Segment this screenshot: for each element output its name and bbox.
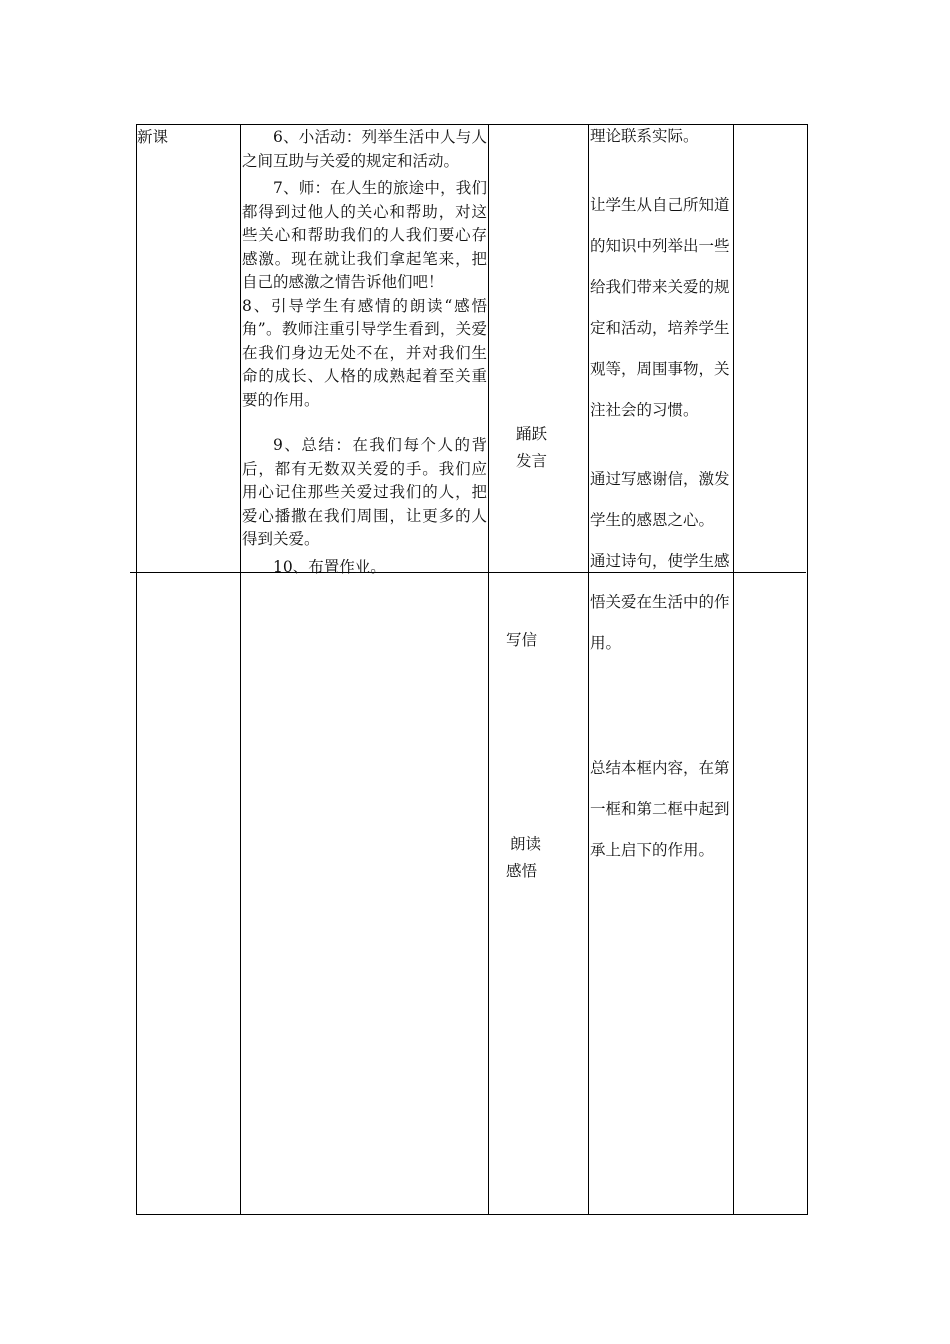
intent-1: 理论联系实际。: [590, 127, 699, 145]
intent-5: 总结本框内容，在第一框和第二框中起到承上启下的作用。: [590, 759, 730, 859]
activity-step-7: 7、师：在人生的旅途中，我们都得到过他人的关心和帮助，对这些关心和帮助我们的人我们要心存感激。现在就让我们拿起笔来，把自己的感激之情告诉他们吧！: [242, 179, 487, 291]
table-left-border: [136, 124, 137, 1215]
activity-step-6: 6、小活动：列举生活中人与人之间互助与关爱的规定和活动。: [242, 128, 487, 170]
column-divider-2: [488, 124, 489, 1215]
column-divider-4: [733, 124, 734, 1215]
activity-column: [242, 126, 487, 579]
column-divider-3: [588, 124, 589, 1215]
activity-step-10: 10、布置作业。: [273, 557, 386, 576]
intent-2: 让学生从自己所知道的知识中列举出一些给我们带来关爱的规定和活动，培养学生观等，周围事物，关注社会的习惯。: [590, 196, 730, 419]
intent-4: 通过诗句，使学生感悟关爱在生活中的作用。: [590, 552, 730, 652]
table-bottom-border: [136, 1214, 808, 1215]
student-activity-write: 写信: [506, 631, 538, 649]
section-label: 新课: [137, 128, 169, 146]
student-activity-read: 朗读 感悟: [506, 835, 542, 880]
table-right-border: [807, 124, 808, 1215]
activity-step-8: 8、引导学生有感情的朗读“感悟角”。教师注重引导学生看到，关爱在我们身边无处不在，并对我们生命的成长、人格的成熟起着至关重要的作用。: [242, 296, 487, 409]
student-activity-speak: 踊跃 发言: [516, 425, 548, 470]
activity-step-9: 9、总结：在我们每个人的背后，都有无数双关爱的手。我们应用心记住那些关爱过我们的人，把爱心播撒在我们周围，让更多的人得到关爱。: [242, 436, 487, 548]
design-intent-column: [590, 116, 731, 871]
column-divider-1: [240, 124, 241, 1215]
intent-3: 通过写感谢信，激发学生的感恩之心。: [590, 470, 730, 529]
